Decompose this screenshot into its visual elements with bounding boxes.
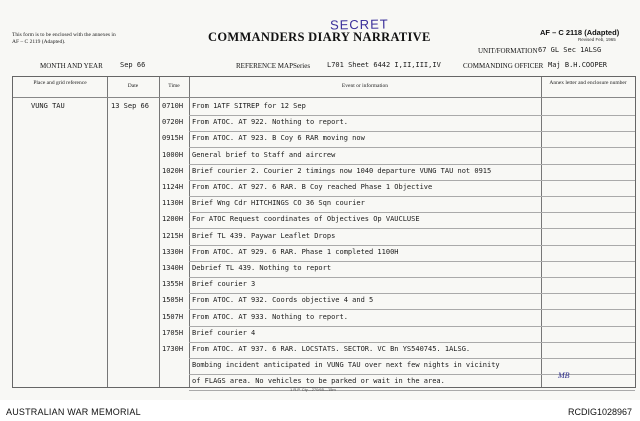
table-row <box>13 100 635 117</box>
date-value: 13 Sep 66 <box>111 102 149 110</box>
footer-record-id: RCDIG1028967 <box>567 407 632 417</box>
row-time: 1000H <box>162 150 184 159</box>
row-time: 1020H <box>162 166 184 175</box>
header-time: Time <box>168 83 180 89</box>
row-time: 1330H <box>162 247 184 256</box>
table-row <box>13 116 635 133</box>
row-time: 0915H <box>162 134 184 143</box>
table-row <box>13 165 635 182</box>
row-time: 0710H <box>162 102 184 110</box>
row-time: 1130H <box>162 199 184 208</box>
row-event: From ATOC. AT 929. 6 RAR. Phase 1 completed 1100H <box>192 247 399 256</box>
row-event: General brief to Staff and aircrew <box>192 150 336 159</box>
table-row <box>13 294 635 311</box>
table-row <box>13 246 635 263</box>
row-time: 1340H <box>162 264 184 272</box>
secret-stamp: SECRET <box>329 16 389 33</box>
row-event: From ATOC. AT 927. 6 RAR. B Coy reached Phase 1 Objective <box>192 183 433 191</box>
row-time: 1505H <box>162 296 184 305</box>
row-event: Brief courier 4 <box>192 328 256 337</box>
form-revised: Revised Feb, 1965 <box>578 37 616 42</box>
commanding-officer-label: COMMANDING OFFICER <box>463 62 544 70</box>
table-row <box>13 359 635 376</box>
table-row <box>13 327 635 344</box>
row-event: of FLAGS area. No vehicles to be parked or wait in the area. <box>192 377 445 386</box>
row-time: 1124H <box>162 183 184 191</box>
row-event: From ATOC. AT 922. Nothing to report. <box>192 118 348 127</box>
row-time: 1215H <box>162 231 184 240</box>
table-row <box>13 278 635 295</box>
header-annex: Annex letter and enclosure number <box>549 80 627 86</box>
table-row <box>13 197 635 214</box>
form-number: AF – C 2118 (Adapted) <box>540 28 620 37</box>
row-time: 1730H <box>162 345 184 353</box>
row-time: 1507H <box>162 312 184 321</box>
row-event: From 1ATF SITREP for 12 Sep <box>192 102 306 110</box>
table-row <box>13 149 635 166</box>
month-label: MONTH AND YEAR <box>40 62 103 70</box>
unit-value: 67 GL Sec 1ALSG <box>538 46 602 54</box>
table-row <box>13 181 635 198</box>
row-event: From ATOC. AT 933. Nothing to report. <box>192 312 348 321</box>
row-event: Brief courier 2. Courier 2 timings now 1040 departure VUNG TAU not 0915 <box>192 166 492 175</box>
row-event: Bombing incident anticipated in VUNG TAU over next few nights in vicinity <box>192 361 500 370</box>
row-event: From ATOC. AT 932. Coords objective 4 and 5 <box>192 296 374 305</box>
row-event: From ATOC. AT 923. B Coy 6 RAR moving now <box>192 134 365 143</box>
row-event: Brief courier 3 <box>192 280 256 289</box>
commanding-officer-value: Maj B.H.COOPER <box>548 61 608 69</box>
header-event: Event or information <box>341 83 389 89</box>
row-event: Debrief TL 439. Nothing to report <box>192 264 332 272</box>
row-time: 1200H <box>162 215 184 224</box>
row-time: 0720H <box>162 118 184 127</box>
page-title: COMMANDERS DIARY NARRATIVE <box>208 30 431 44</box>
row-event: Brief Wng Cdr HITCHINGS CO 36 Sqn courier <box>192 199 365 208</box>
row-event: For ATOC Request coordinates of Objectives Op VAUCLUSE <box>192 215 420 224</box>
header-date: Date <box>127 83 139 89</box>
reference-map-label: REFERENCE MAPSeries <box>236 62 311 70</box>
unit-label: UNIT/FORMATION <box>478 47 538 55</box>
row-time: 1355H <box>162 280 184 289</box>
table-row <box>13 262 635 279</box>
printer-line: 1 R.P. Cty—270/65—15m <box>290 387 336 392</box>
place-value: VUNG TAU <box>31 102 65 110</box>
row-event: From ATOC. AT 937. 6 RAR. LOCSTATS. SECTOR. VC Bn YS540745. 1ALSG. <box>192 345 471 353</box>
table-row <box>13 230 635 247</box>
diary-table <box>12 76 636 388</box>
row-time: 1705H <box>162 328 184 337</box>
header-place: Place and grid reference <box>33 80 87 86</box>
table-row <box>13 343 635 360</box>
table-row <box>13 132 635 149</box>
table-row <box>13 213 635 230</box>
annex-initials: MB <box>558 371 570 380</box>
form-note: This form is to be enclosed with the annexes in AF – C 2119 (Adapted). <box>12 32 116 45</box>
month-value: Sep 66 <box>120 61 146 69</box>
row-event: Brief TL 439. Paywar Leaflet Drops <box>192 231 336 240</box>
reference-map-value: L701 Sheet 6442 I,II,III,IV <box>327 61 441 69</box>
table-row <box>13 311 635 328</box>
footer-archive-name: AUSTRALIAN WAR MEMORIAL <box>6 407 141 417</box>
